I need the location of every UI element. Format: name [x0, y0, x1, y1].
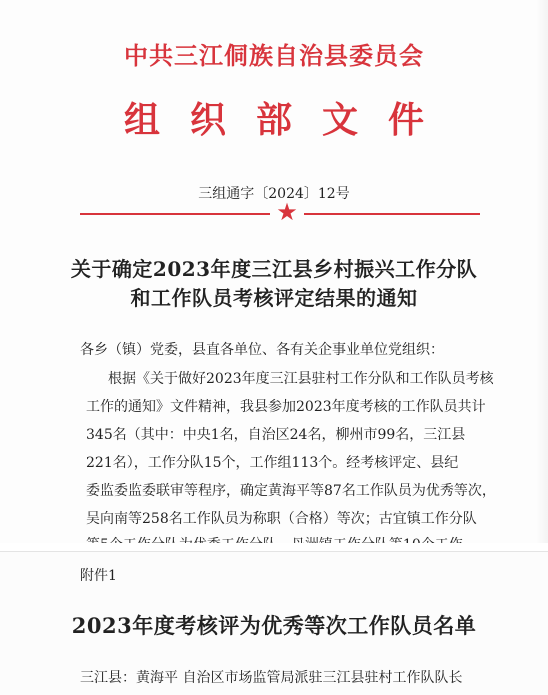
issuer-name: 中共三江侗族自治县委员会	[124, 41, 424, 70]
body-line: 221名），工作分队15个，工作组113个。经考核评定、县纪	[86, 455, 459, 471]
list-item: 三江县：黄海平 自治区市场监管局派驻三江县驻村工作队队长	[80, 670, 463, 686]
star-icon: ★	[276, 198, 298, 226]
document-type-heading: 组织部文件	[123, 99, 454, 141]
body-line: 委监委监委联审等程序，确定黄海平等87名工作队员为优秀等次，	[86, 483, 496, 499]
notice-title-line-1: 关于确定2023年度三江县乡村振兴工作分队	[70, 257, 478, 281]
body-line: 吴向南等258名工作队员为称职（合格）等次；古宜镇工作分队	[86, 511, 477, 527]
notice-title-line-2: 和工作队员考核评定结果的通知	[130, 286, 418, 310]
document-page-2	[0, 551, 548, 695]
red-divider-right	[304, 213, 480, 215]
document-number: 三组通字〔2024〕12号	[198, 186, 350, 202]
body-line: 345名（其中：中央1名，自治区24名，柳州市99名，三江县	[86, 427, 466, 443]
body-line: 根据《关于做好2023年度三江县驻村工作分队和工作队员考核	[108, 371, 494, 387]
salutation: 各乡（镇）党委，县直各单位、各有关企事业单位党组织：	[80, 342, 444, 358]
attachment-label: 附件1	[80, 568, 117, 584]
attachment-title: 2023年度考核评为优秀等次工作队员名单	[71, 613, 477, 638]
page-gap	[0, 543, 548, 551]
body-line: 工作的通知》文件精神，我县参加2023年度考核的工作队员共计	[86, 399, 486, 415]
red-divider-left	[80, 213, 270, 215]
